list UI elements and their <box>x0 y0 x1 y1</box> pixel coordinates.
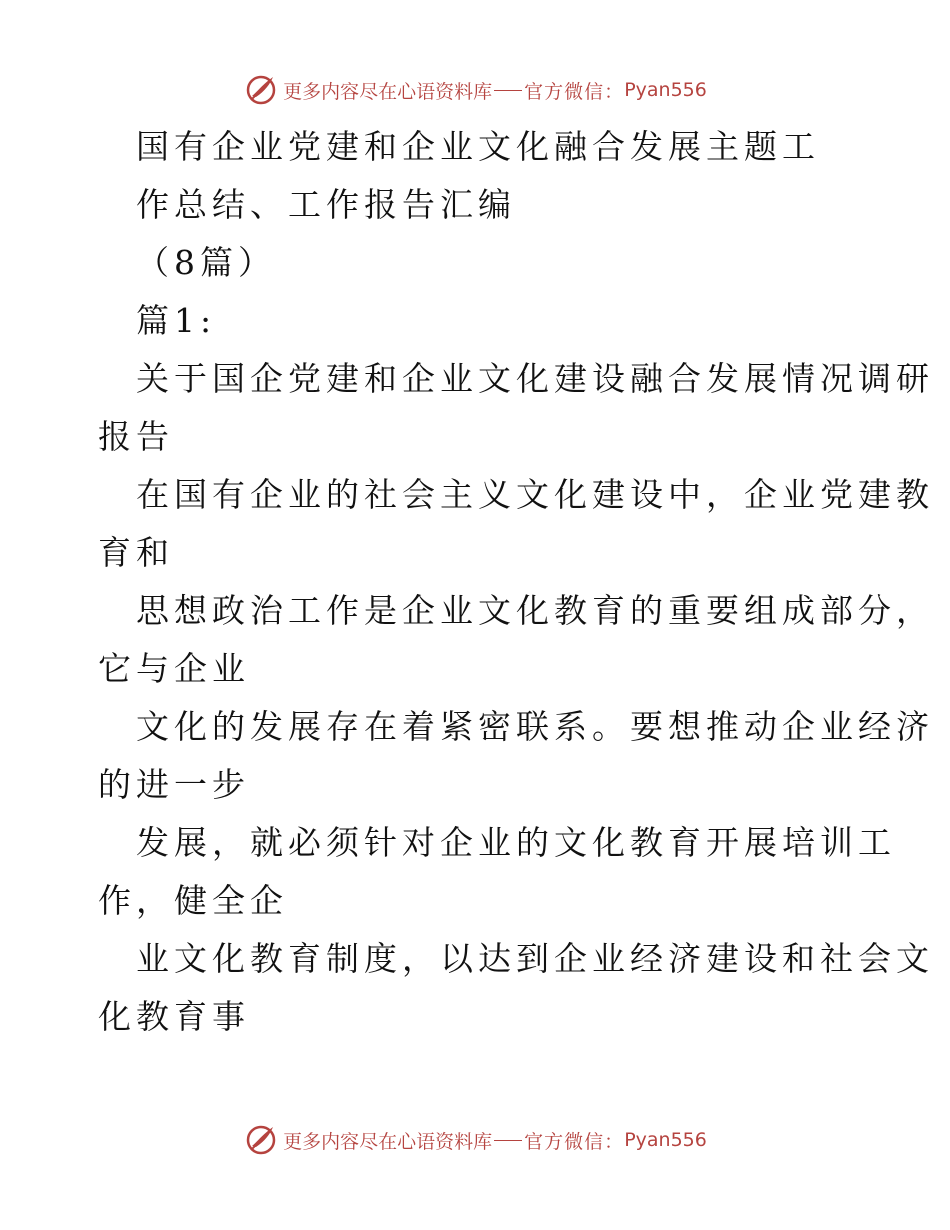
text-line: 作总结、工作报告汇编 <box>136 185 516 224</box>
text-line: 发展，就必须针对企业的文化教育开展培训工 <box>136 823 896 862</box>
banner-wechat-label: 官方微信： <box>524 1130 625 1153</box>
text-line: 篇1: <box>136 301 217 340</box>
text-line: （8篇） <box>136 243 276 282</box>
footer-watermark-banner <box>0 1118 950 1162</box>
text-line: 在国有企业的社会主义文化建设中，企业党建教 <box>136 475 934 514</box>
banner-wechat-label: 官方微信： <box>524 80 625 103</box>
quill-logo-icon <box>243 1122 279 1158</box>
text-line: 的进一步 <box>98 765 250 804</box>
text-line: 思想政治工作是企业文化教育的重要组成部分， <box>136 591 934 630</box>
banner-library-text: 更多内容尽在心语资料库 <box>283 80 493 103</box>
banner-wechat-handle: Pyan556 <box>624 1129 707 1151</box>
text-line: 文化的发展存在着紧密联系。要想推动企业经济 <box>136 707 934 746</box>
text-line: 作，健全企 <box>98 881 288 920</box>
header-watermark-banner <box>0 68 950 112</box>
text-line: 报告 <box>98 417 174 456</box>
quill-logo-icon <box>243 72 279 108</box>
text-line: 国有企业党建和企业文化融合发展主题工 <box>136 127 820 166</box>
banner-dash <box>494 90 522 91</box>
text-line: 它与企业 <box>98 649 250 688</box>
document-body <box>98 118 934 1046</box>
text-line: 业文化教育制度，以达到企业经济建设和社会文 <box>136 939 934 978</box>
text-line: 化教育事 <box>98 997 250 1036</box>
text-line: 育和 <box>98 533 174 572</box>
banner-dash <box>494 1140 522 1141</box>
banner-library-text: 更多内容尽在心语资料库 <box>283 1130 493 1153</box>
banner-wechat-handle: Pyan556 <box>624 79 707 101</box>
text-line: 关于国企党建和企业文化建设融合发展情况调研 <box>136 359 934 398</box>
